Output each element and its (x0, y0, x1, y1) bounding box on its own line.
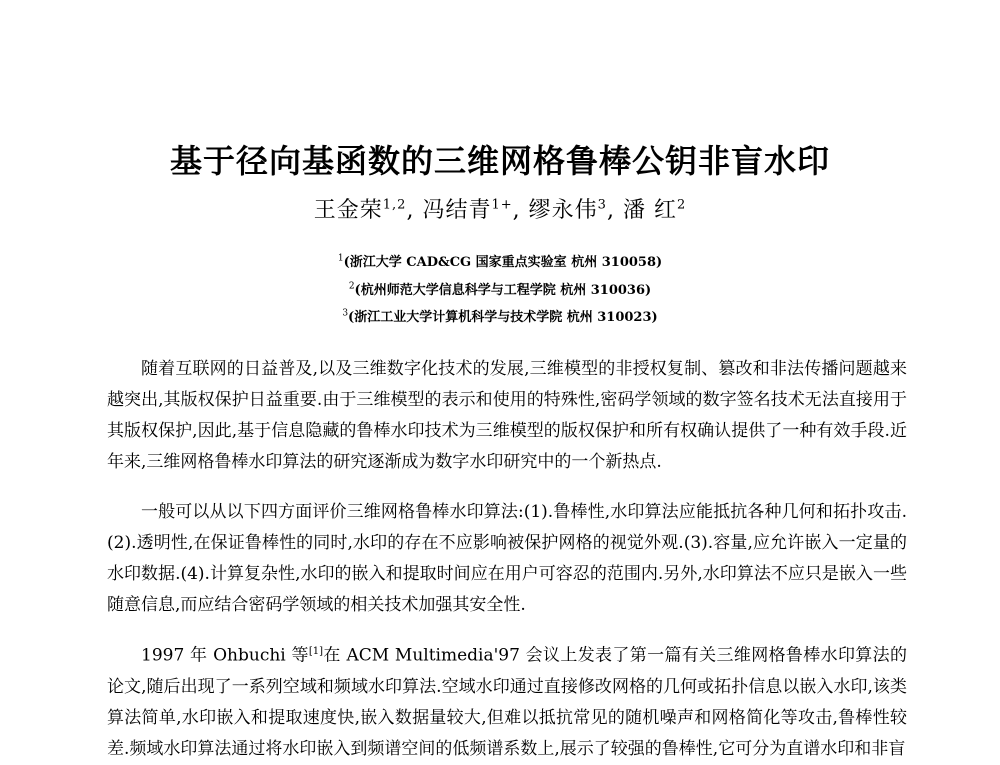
author-affiliation-mark: 1+ (491, 197, 513, 213)
author-separator: , (512, 198, 529, 223)
author-list (0, 193, 1000, 224)
affiliation-mark: 3 (342, 308, 349, 319)
citation-mark: [1] (308, 646, 324, 657)
affiliation-mark: 2 (348, 281, 355, 292)
author-name: 冯结青 (422, 198, 492, 223)
affiliation-text: (浙江大学 CAD&CG 国家重点实验室 杭州 310058) (343, 255, 663, 270)
body-paragraph-2: 一般可以从以下四方面评价三维网格鲁棒水印算法:(1).鲁棒性,水印算法应能抵抗各种几何和拓扑攻击.(2).透明性,在保证鲁棒性的同时,水印的存在不应影响被保护网格的视觉外观.(3).容量,应允许嵌入一定量的水印数据.(4).计算复杂性,水印的嵌入和提取时间应在用户可容忍的范围内.另外,水印算法不应只是嵌入一些随意信息,而应结合密码学领域的相关技术加强其安全性. (107, 502, 907, 615)
author-name: 缪永伟 (528, 198, 598, 223)
author-affiliation-mark: 3 (597, 197, 607, 213)
author-affiliation-mark: 2 (676, 197, 687, 213)
affiliation-line (0, 306, 1000, 325)
affiliation-text: (浙江工业大学计算机科学与技术学院 杭州 310023) (348, 310, 658, 325)
paragraph-text: 在 ACM Multimedia'97 会议上发表了第一篇有关三维网格鲁棒水印算法的论文,随后出现了一系列空域和频域水印算法.空域水印通过直接修改网格的几何或拓扑信息以嵌入水印,该类算法简单,水印嵌入和提取速度快,嵌入数据量较大,但难以抵抗常见的随机噪声和网格简化等攻击,鲁棒性较差.频域水印算法通过将水印嵌入到频谱空间的低频谱系数上,展示了较强的鲁棒性,它可分为直谱水印和非盲 (107, 645, 907, 759)
author-separator: , (406, 198, 423, 223)
author-name: 潘 红 (622, 198, 677, 223)
author-name: 王金荣 (313, 198, 383, 223)
body-paragraph-3 (107, 636, 907, 765)
body-paragraph-1: 随着互联网的日益普及,以及三维数字化技术的发展,三维模型的非授权复制、篡改和非法传播问题越来越突出,其版权保护日益重要.由于三维模型的表示和使用的特殊性,密码学领域的数字签名技术无法直接用于其版权保护,因此,基于信息隐藏的鲁棒水印技术为三维模型的版权保护和所有权确认提供了一种有效手段.近年来,三维网格鲁棒水印算法的研究逐渐成为数字水印研究中的一个新热点. (107, 359, 907, 472)
author-separator: , (606, 198, 623, 223)
author-affiliation-mark: 1,2 (382, 197, 407, 213)
affiliation-text: (杭州师范大学信息科学与工程学院 杭州 310036) (354, 283, 652, 298)
paragraph-text: 1997 年 Ohbuchi 等 (141, 645, 309, 666)
affiliation-line (0, 251, 1000, 270)
affiliation-line (0, 279, 1000, 298)
affiliation-mark: 1 (337, 253, 344, 264)
paper-title: 基于径向基函数的三维网格鲁棒公钥非盲水印 (169, 142, 830, 180)
